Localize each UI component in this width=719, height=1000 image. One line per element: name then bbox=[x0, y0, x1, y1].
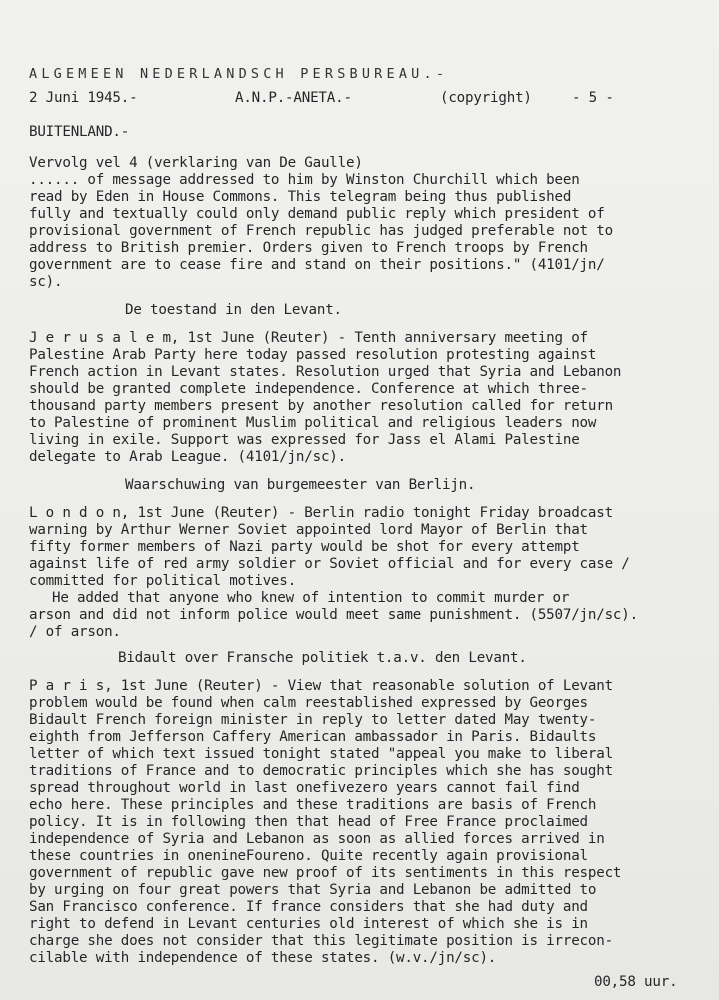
text-line: spread throughout world in last onefivezero years cannot fail find bbox=[29, 780, 580, 796]
text-line: thousand party members present by another resolution called for return bbox=[29, 398, 613, 414]
text-line: He added that anyone who knew of intention to commit murder or bbox=[52, 590, 570, 606]
text-line: Bidault French foreign minister in reply to letter dated May twenty- bbox=[29, 712, 597, 728]
text-line: sc). bbox=[29, 274, 63, 290]
text-line: living in exile. Support was expressed for Jass el Alami Palestine bbox=[29, 432, 580, 448]
text-line: right to defend in Levant centuries old interest of which she is in bbox=[29, 916, 588, 932]
page-number: - 5 - bbox=[572, 90, 614, 106]
text-line: fully and textually could only demand public reply which president of bbox=[29, 206, 605, 222]
text-line: to Palestine of prominent Muslim political and religious leaders now bbox=[29, 415, 597, 431]
timestamp: 00,58 uur. bbox=[594, 974, 678, 990]
header-date: 2 Juni 1945.- bbox=[29, 90, 138, 106]
text-line: against life of red army soldier or Soviet official and for every case / bbox=[29, 556, 630, 572]
text-line: French action in Levant states. Resolution urged that Syria and Lebanon bbox=[29, 364, 622, 380]
article-title: Waarschuwing van burgemeester van Berlijn. bbox=[125, 477, 476, 493]
text-line: arson and did not inform police would meet same punishment. (5507/jn/sc). bbox=[29, 607, 638, 623]
text-line: problem would be found when calm reestablished expressed by Georges bbox=[29, 695, 588, 711]
text-line: echo here. These principles and these traditions are basis of French bbox=[29, 797, 597, 813]
text-line: Palestine Arab Party here today passed resolution protesting against bbox=[29, 347, 597, 363]
text-line: delegate to Arab League. (4101/jn/sc). bbox=[29, 449, 346, 465]
text-line: by urging on four great powers that Syria and Lebanon be admitted to bbox=[29, 882, 597, 898]
text-line: letter of which text issued tonight stated "appeal you make to liberal bbox=[29, 746, 613, 762]
article-title: Bidault over Fransche politiek t.a.v. den Levant. bbox=[118, 650, 527, 666]
text-line: ...... of message addressed to him by Winston Churchill which been bbox=[29, 172, 580, 188]
insertion-note: / of arson. bbox=[29, 624, 121, 640]
text-line: read by Eden in House Commons. This telegram being thus published bbox=[29, 189, 572, 205]
text-line: J e r u s a l e m, 1st June (Reuter) - Tenth anniversary meeting of bbox=[29, 330, 588, 346]
agency-heading: ALGEMEEN NEDERLANDSCH PERSBUREAU.- bbox=[29, 66, 449, 82]
text-line: address to British premier. Orders given to French troops by French bbox=[29, 240, 588, 256]
text-line: policy. It is in following then that head of Free France proclaimed bbox=[29, 814, 588, 830]
text-line: eighth from Jefferson Caffery American ambassador in Paris. Bidaults bbox=[29, 729, 597, 745]
text-line: independence of Syria and Lebanon as soon as allied forces arrived in bbox=[29, 831, 605, 847]
text-line: provisional government of French republic has judged preferable not to bbox=[29, 223, 613, 239]
text-line: warning by Arthur Werner Soviet appointed lord Mayor of Berlin that bbox=[29, 522, 588, 538]
text-line: cilable with independence of these states. (w.v./jn/sc). bbox=[29, 950, 497, 966]
text-line: should be granted complete independence. Conference at which three- bbox=[29, 381, 588, 397]
text-line: San Francisco conference. If france considers that she had duty and bbox=[29, 899, 588, 915]
section-label: BUITENLAND.- bbox=[29, 124, 130, 140]
text-line: charge she does not consider that this legitimate position is irrecon- bbox=[29, 933, 613, 949]
text-line: government of republic gave new proof of its sentiments in this respect bbox=[29, 865, 622, 881]
text-line: fifty former members of Nazi party would be shot for every attempt bbox=[29, 539, 580, 555]
text-line: government are to cease fire and stand on their positions." (4101/jn/ bbox=[29, 257, 605, 273]
text-line: traditions of France and to democratic principles which she has sought bbox=[29, 763, 613, 779]
text-line: committed for political motives. bbox=[29, 573, 296, 589]
text-line: these countries in onenineFoureno. Quite recently again provisional bbox=[29, 848, 588, 864]
text-line: P a r i s, 1st June (Reuter) - View that reasonable solution of Levant bbox=[29, 678, 613, 694]
continuation-heading: Vervolg vel 4 (verklaring van De Gaulle) bbox=[29, 155, 363, 171]
article-title: De toestand in den Levant. bbox=[125, 302, 342, 318]
text-line: L o n d o n, 1st June (Reuter) - Berlin radio tonight Friday broadcast bbox=[29, 505, 613, 521]
header-copyright: (copyright) bbox=[440, 90, 532, 106]
header-source: A.N.P.-ANETA.- bbox=[235, 90, 352, 106]
